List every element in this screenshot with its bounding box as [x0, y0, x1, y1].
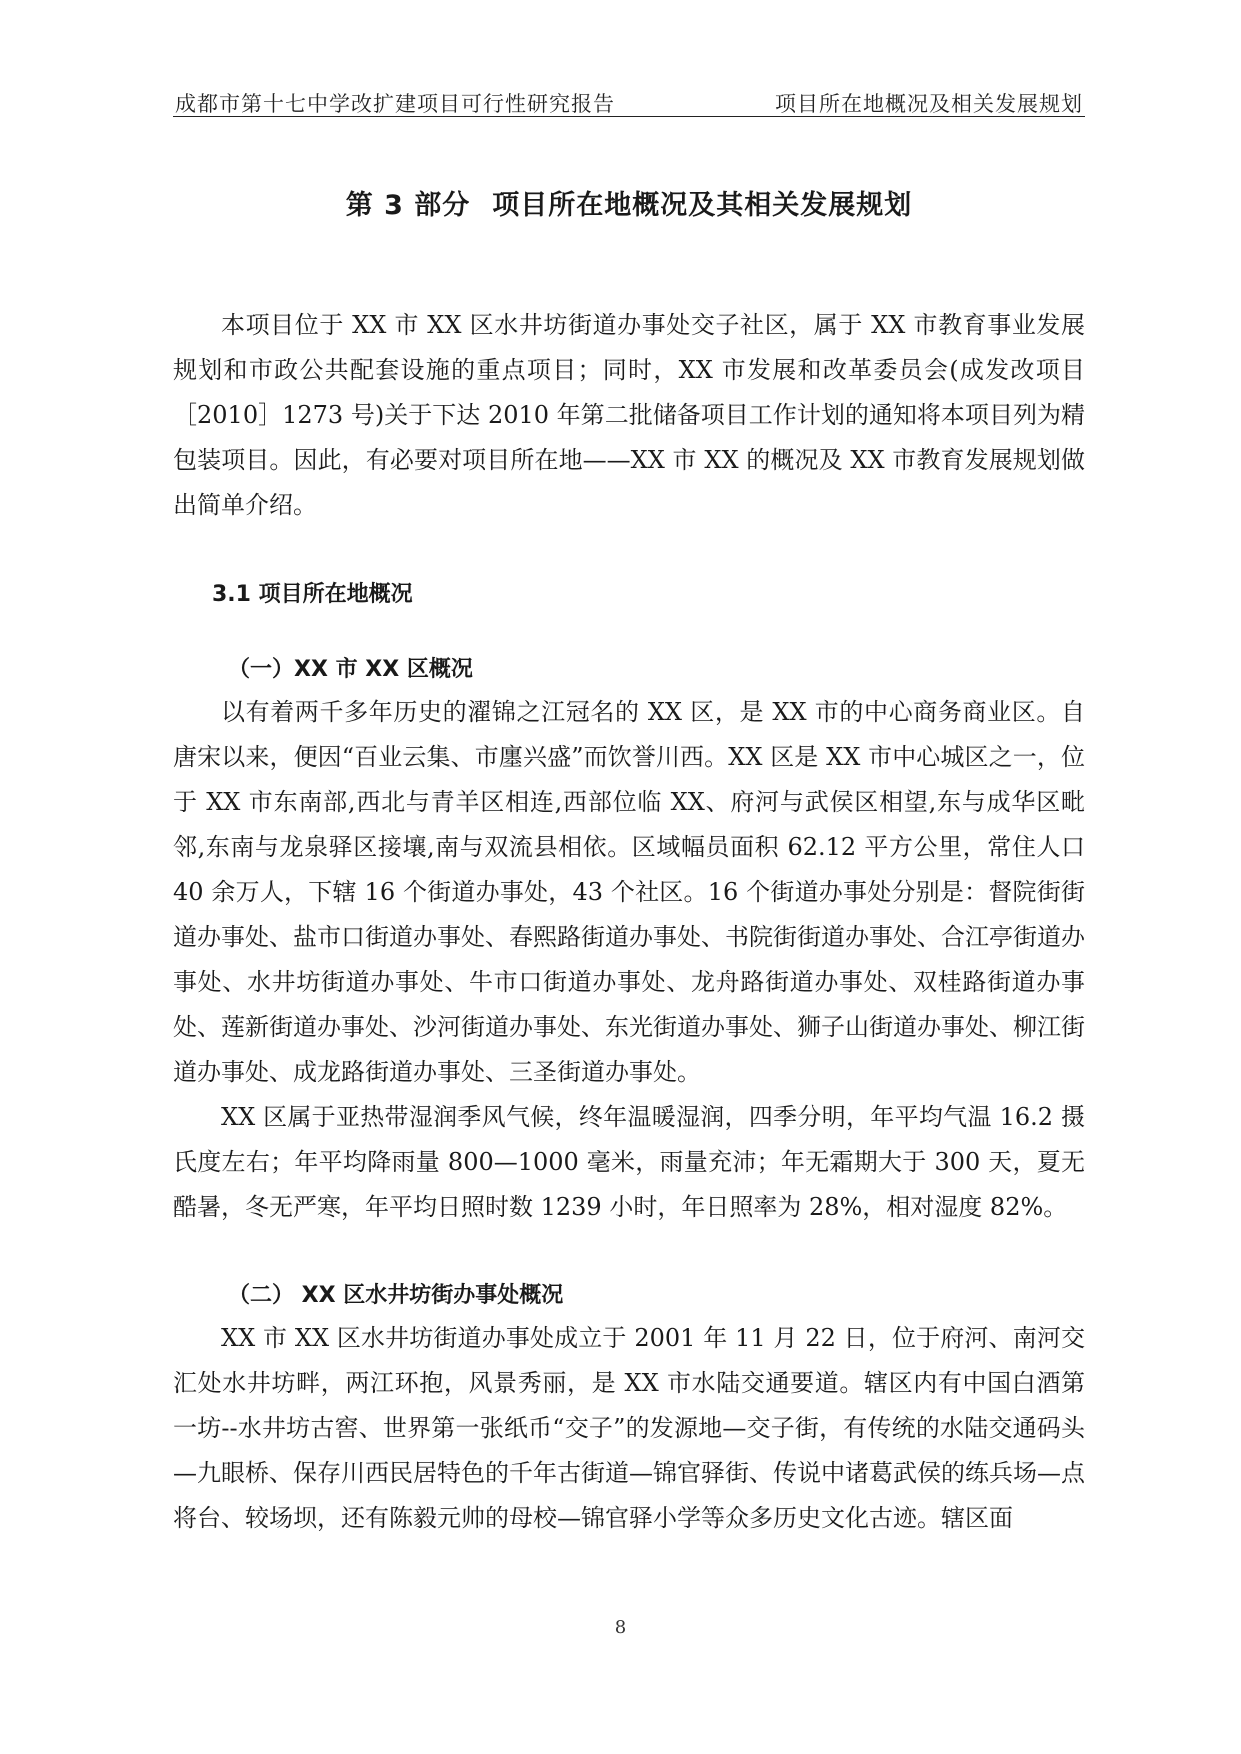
part1-paragraph-1: 以有着两千多年历史的濯锦之江冠名的 XX 区，是 XX 市的中心商务商业区。自唐宋以来，便因“百业云集、市廛兴盛”而饮誉川西。XX 区是 XX 市中心城区之一，位于 XX 市东南部,西北与青羊区相连,西部位临 XX、府河与武侯区相望,东与成华区毗邻,东南与龙泉驿区接壤,南与双流县相依。区域幅员面积 62.12 平方公里，常住人口 40 余万人，下辖 16 个街道办事处，43 个社区。16 个街道办事处分别是：督院街街道办事处、盐市口街道办事处、春熙路街道办事处、书院街街道办事处、合江亭街道办事处、水井坊街道办事处、牛市口街道办事处、龙舟路街道办事处、双桂路街道办事处、莲新街道办事处、沙河街道办事处、东光街道办事处、狮子山街道办事处、柳江街道办事处、成龙路街道办事处、三圣街道办事处。	[173, 698, 1085, 1086]
subsection-heading: 3.1 项目所在地概况	[212, 582, 413, 607]
section-title-text: 项目所在地概况及其相关发展规划	[492, 190, 913, 221]
page-number: 8	[614, 1617, 627, 1638]
part1-body	[173, 690, 1085, 1230]
intro-paragraph: 本项目位于 XX 市 XX 区水井坊街道办事处交子社区，属于 XX 市教育事业发展规划和市政公共配套设施的重点项目；同时，XX 市发展和改革委员会(成发改项目［2010］1273 号)关于下达 2010 年第二批储备项目工作计划的通知将本项目列为精包装项目。因此，有必要对项目所在地——XX 市 XX 的概况及 XX 市教育发展规划做出简单介绍。	[173, 311, 1085, 519]
part2-paragraph-1: XX 市 XX 区水井坊街道办事处成立于 2001 年 11 月 22 日，位于府河、南河交汇处水井坊畔，两江环抱，风景秀丽，是 XX 市水陆交通要道。辖区内有中国白酒第一坊--水井坊古窖、世界第一张纸币“交子”的发源地—交子街，有传统的水陆交通码头—九眼桥、保存川西民居特色的千年古街道—锦官驿街、传说中诸葛武侯的练兵场—点将台、较场坝，还有陈毅元帅的母校—锦官驿小学等众多历史文化古迹。辖区面	[173, 1324, 1085, 1532]
part2-heading: （二） XX 区水井坊街办事处概况	[228, 1283, 564, 1308]
section-number: 第 3 部分	[345, 190, 471, 221]
running-header	[173, 86, 1085, 117]
header-report-title: 成都市第十七中学改扩建项目可行性研究报告	[175, 92, 615, 116]
section-title	[173, 183, 1085, 222]
part1-paragraph-2: XX 区属于亚热带湿润季风气候，终年温暖湿润，四季分明，年平均气温 16.2 摄氏度左右；年平均降雨量 800—1000 毫米，雨量充沛；年无霜期大于 300 天，夏无酷暑，冬无严寒，年平均日照时数 1239 小时，年日照率为 28%，相对湿度 82%。	[173, 1103, 1085, 1221]
header-chapter-title: 项目所在地概况及相关发展规划	[775, 92, 1083, 116]
part2-body	[173, 1316, 1085, 1541]
part1-heading: （一）XX 市 XX 区概况	[228, 657, 473, 682]
